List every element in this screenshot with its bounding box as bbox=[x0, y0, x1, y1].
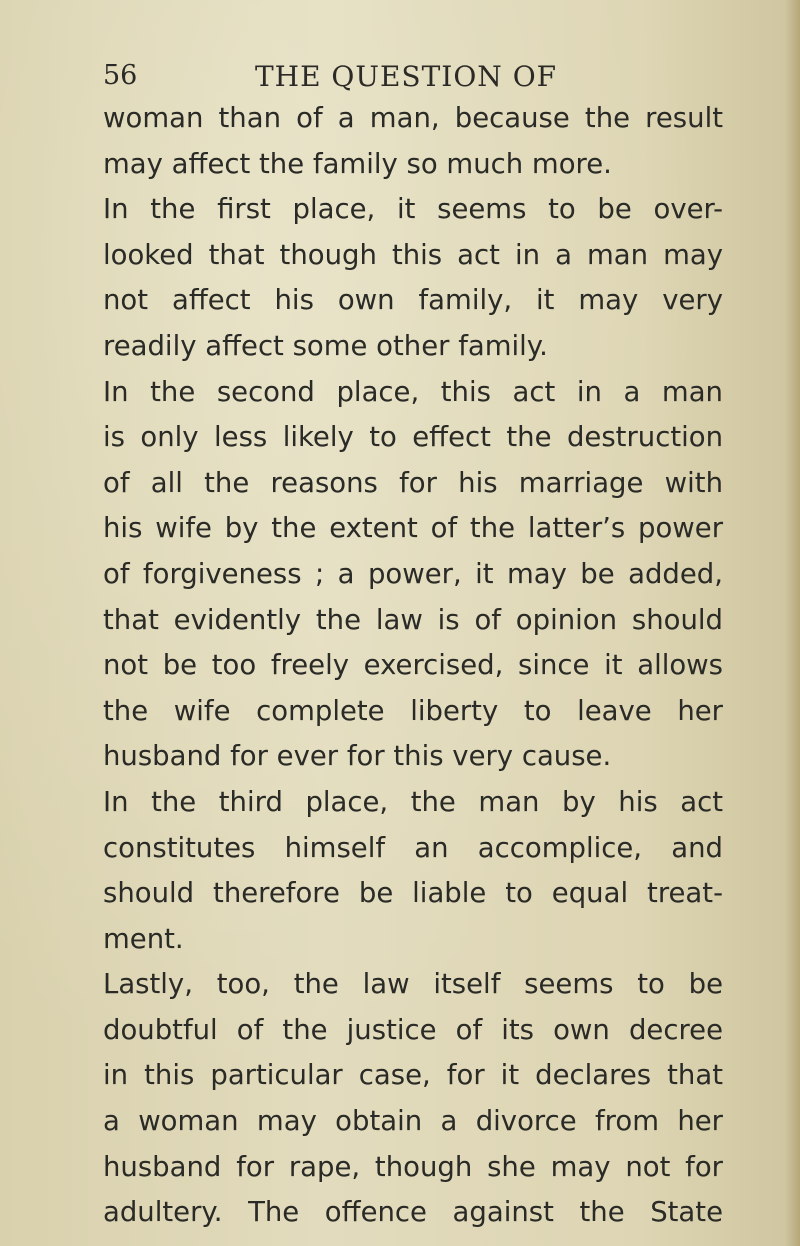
text-line: In the first place, it seems to be over- bbox=[103, 193, 723, 226]
text-line: a woman may obtain a divorce from her bbox=[103, 1105, 723, 1138]
text-line: not affect his own family, it may very bbox=[103, 284, 723, 317]
text-line: the wife complete liberty to leave her bbox=[103, 694, 723, 727]
text-line: doubtful of the justice of its own decree bbox=[103, 1013, 723, 1046]
text-line: looked that though this act in a man may bbox=[103, 238, 723, 271]
text-line: in this particular case, for it declares that bbox=[103, 1059, 723, 1092]
text-line: of all the reasons for his marriage with bbox=[103, 466, 723, 499]
text-line: readily affect some other family. bbox=[103, 329, 548, 362]
text-line: that evidently the law is of opinion should bbox=[103, 603, 723, 636]
text-line: woman than of a man, because the result bbox=[103, 102, 723, 134]
text-line: is only less likely to effect the destruction bbox=[103, 421, 723, 454]
running-title: THE QUESTION OF bbox=[255, 60, 558, 93]
text-line: adultery. The offence against the State bbox=[103, 1196, 723, 1229]
text-line: ment. bbox=[103, 922, 184, 955]
text-line: may affect the family so much more. bbox=[103, 147, 612, 180]
text-line: should therefore be liable to equal treat- bbox=[103, 877, 723, 910]
text-line: his wife by the extent of the latter’s power bbox=[103, 512, 723, 545]
text-line: husband for ever for this very cause. bbox=[103, 740, 612, 773]
text-line: not be too freely exercised, since it allows bbox=[103, 649, 723, 682]
text-line: In the third place, the man by his act bbox=[103, 785, 723, 818]
text-line: of forgiveness ; a power, it may be added, bbox=[103, 557, 723, 590]
text-line: Lastly, too, the law itself seems to be bbox=[103, 968, 723, 1001]
page-edge-shadow bbox=[784, 0, 800, 1246]
running-head bbox=[103, 60, 703, 100]
body-text bbox=[103, 96, 723, 1236]
text-line: husband for rape, though she may not for bbox=[103, 1150, 723, 1183]
text-line: constitutes himself an accomplice, and bbox=[103, 831, 723, 864]
text-line: In the second place, this act in a man bbox=[103, 375, 723, 408]
page-number: 56 bbox=[103, 60, 138, 91]
